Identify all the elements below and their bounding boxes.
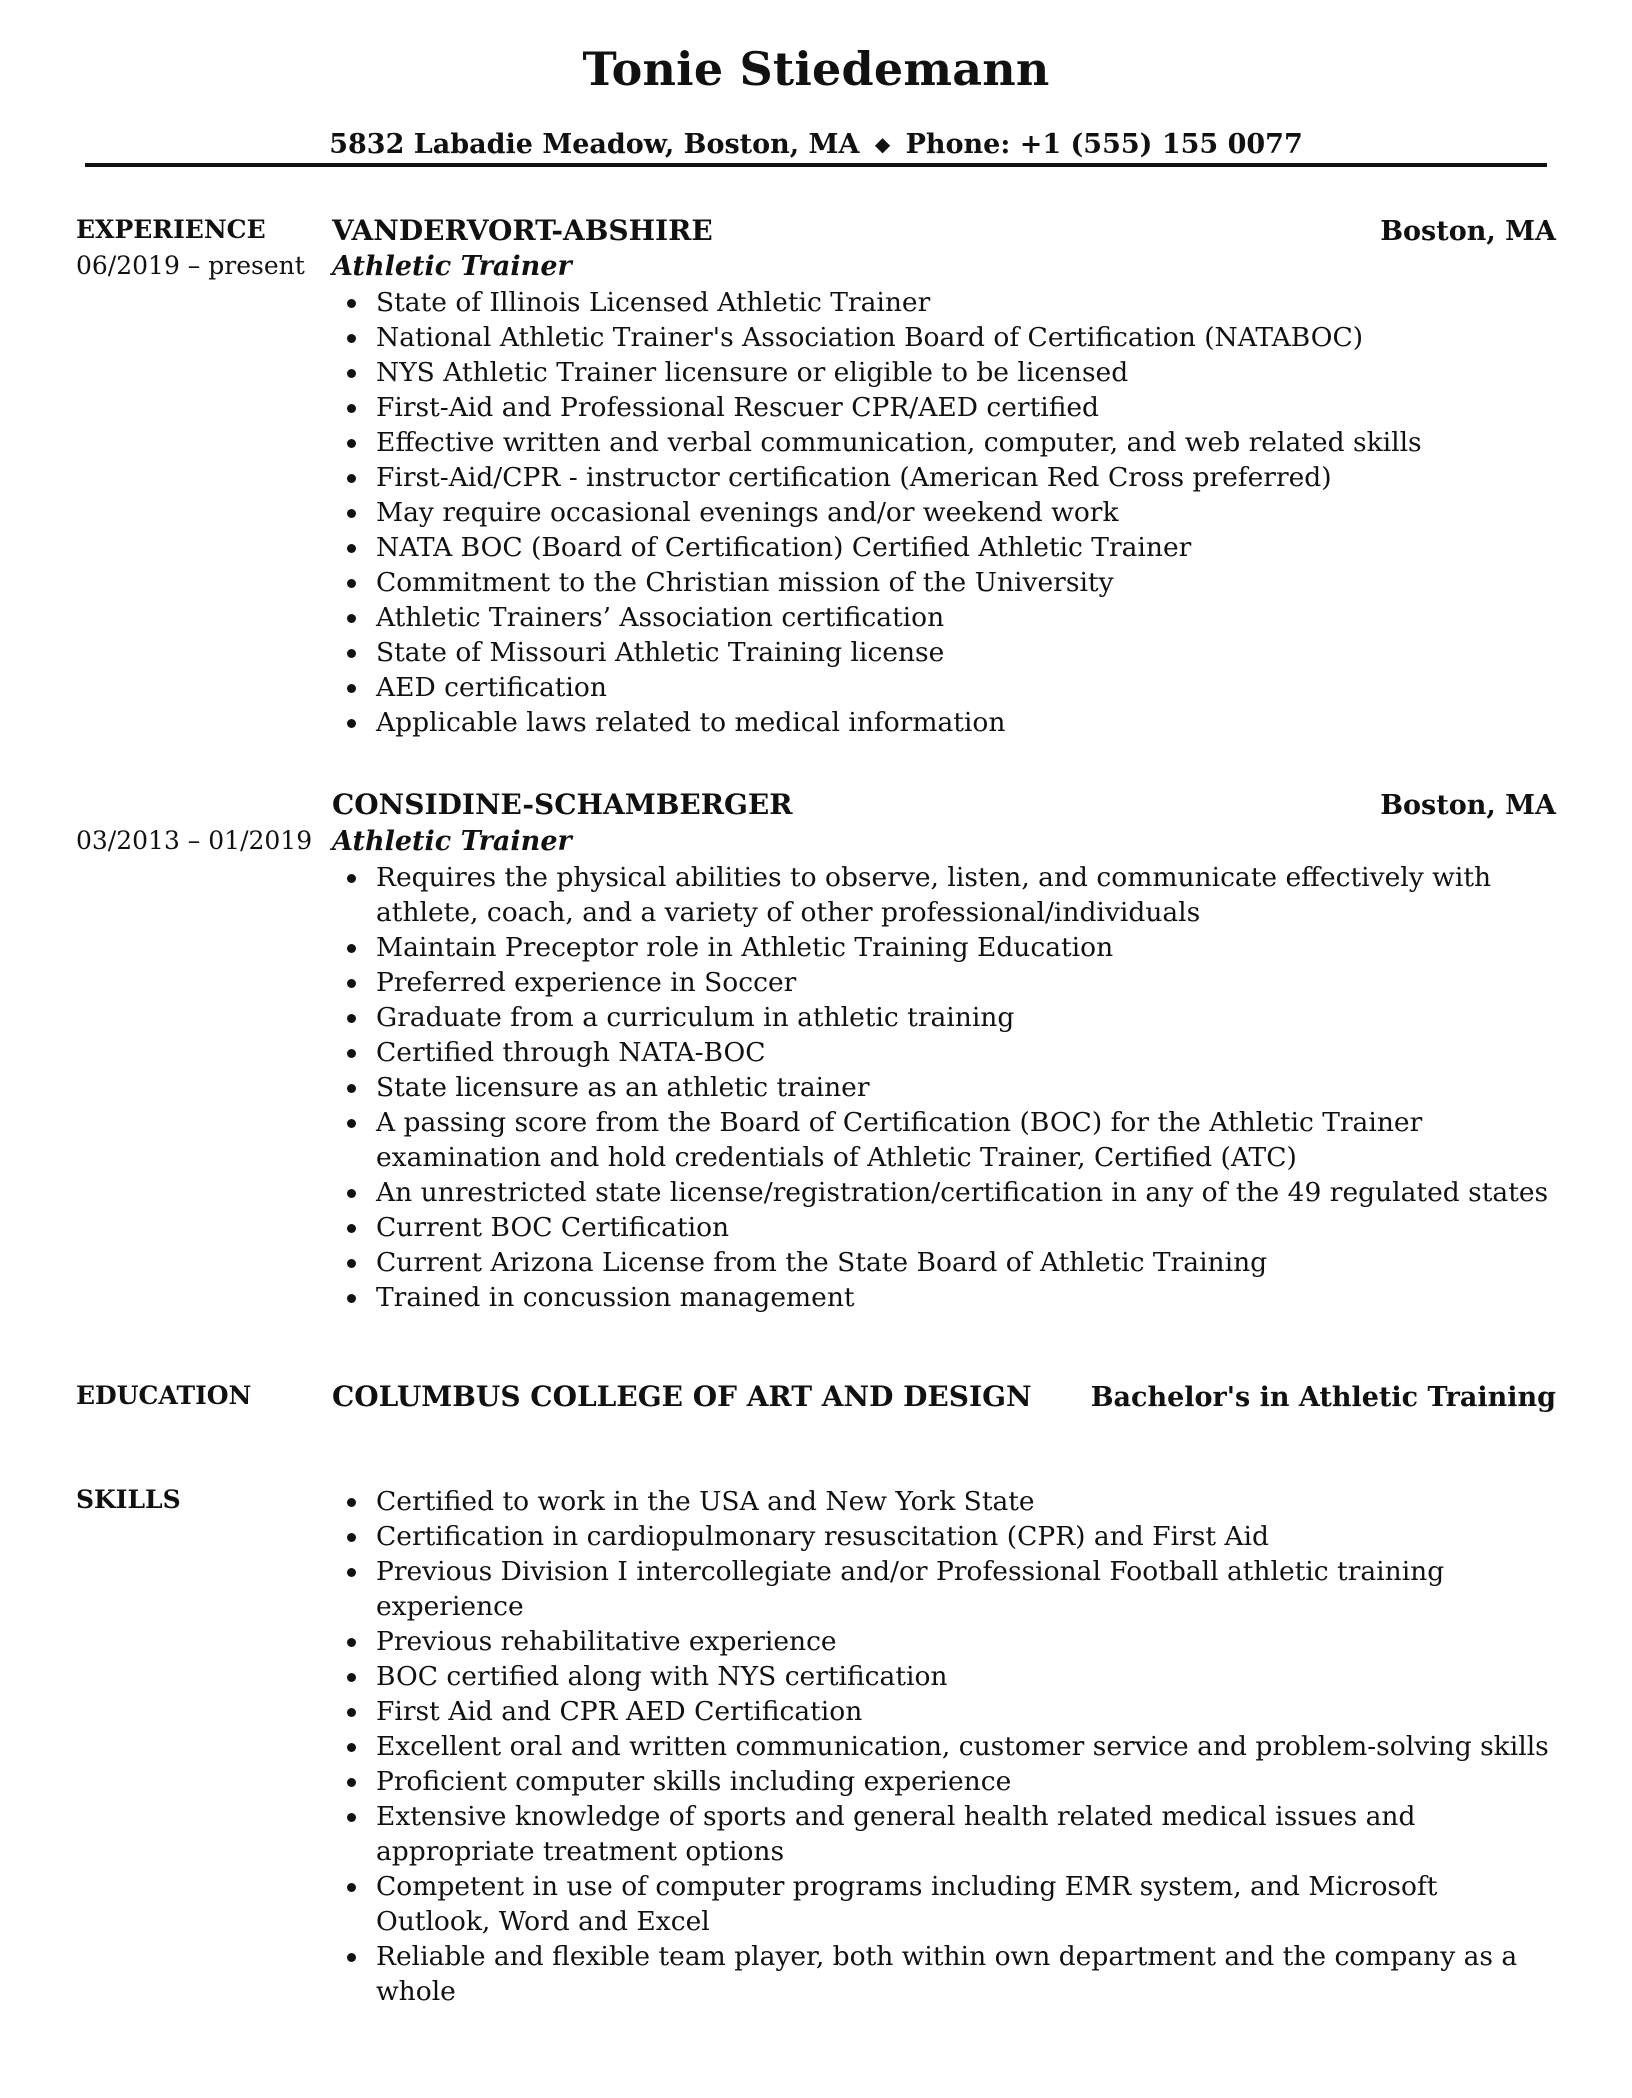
bullet-icon [347, 944, 356, 953]
bullet-icon [347, 1883, 356, 1892]
job-bullet: Graduate from a curriculum in athletic training [332, 1000, 1552, 1035]
bullet-icon [347, 1953, 356, 1962]
job-bullets [332, 860, 1552, 1315]
header-divider [85, 163, 1547, 167]
bullet-icon [347, 1778, 356, 1787]
bullet-icon [347, 369, 356, 378]
job-bullets [332, 285, 1552, 740]
job-bullet: State of Missouri Athletic Training license [332, 635, 1552, 670]
skill-item: First Aid and CPR AED Certification [332, 1694, 1552, 1729]
bullet-icon [347, 979, 356, 988]
section-label-skills: SKILLS [76, 1485, 181, 1514]
bullet-icon [347, 1014, 356, 1023]
bullet-icon [347, 1568, 356, 1577]
bullet-icon [347, 474, 356, 483]
job-title: Athletic Trainer [332, 826, 572, 857]
skill-item: Previous rehabilitative experience [332, 1624, 1552, 1659]
contact-line [0, 128, 1632, 163]
job-dates: 06/2019 – present [76, 251, 305, 280]
job-bullet: State licensure as an athletic trainer [332, 1070, 1552, 1105]
skill-item: Extensive knowledge of sports and general health related medical issues and appropriate treatment options [332, 1799, 1552, 1869]
job-dates: 03/2013 – 01/2019 [76, 826, 313, 855]
job-bullet: Current BOC Certification [332, 1210, 1552, 1245]
job-bullet: Preferred experience in Soccer [332, 965, 1552, 1000]
job-bullet: Requires the physical abilities to observe, listen, and communicate effectively with athlete, coach, and a variety of other professional/individuals [332, 860, 1552, 930]
job-bullet: First-Aid and Professional Rescuer CPR/AED certified [332, 390, 1552, 425]
job-bullet: AED certification [332, 670, 1552, 705]
job-bullet: Applicable laws related to medical information [332, 705, 1552, 740]
skill-item: Excellent oral and written communication, customer service and problem-solving skills [332, 1729, 1552, 1764]
candidate-name: Tonie Stiedemann [582, 42, 1050, 96]
job-bullet: NYS Athletic Trainer licensure or eligible to be licensed [332, 355, 1552, 390]
bullet-icon [347, 614, 356, 623]
skill-item: Certified to work in the USA and New York State [332, 1484, 1552, 1519]
bullet-icon [347, 1049, 356, 1058]
bullet-icon [347, 1224, 356, 1233]
job-bullet: Certified through NATA-BOC [332, 1035, 1552, 1070]
section-label-education: EDUCATION [76, 1381, 252, 1410]
bullet-icon [347, 1294, 356, 1303]
bullet-icon [347, 1813, 356, 1822]
bullet-icon [347, 684, 356, 693]
education-degree: Bachelor's in Athletic Training [1090, 1382, 1556, 1413]
bullet-icon [347, 334, 356, 343]
bullet-icon [347, 579, 356, 588]
job-bullet: An unrestricted state license/registration/certification in any of the 49 regulated states [332, 1175, 1552, 1210]
job-bullet: National Athletic Trainer's Association Board of Certification (NATABOC) [332, 320, 1552, 355]
section-label-experience: EXPERIENCE [76, 215, 266, 244]
job-bullet: Current Arizona License from the State Board of Athletic Training [332, 1245, 1552, 1280]
job-bullet: Athletic Trainers’ Association certification [332, 600, 1552, 635]
bullet-icon [347, 544, 356, 553]
bullet-icon [347, 1084, 356, 1093]
bullet-icon [347, 1259, 356, 1268]
job-company: VANDERVORT-ABSHIRE [332, 214, 713, 247]
bullet-icon [347, 404, 356, 413]
skill-item: Competent in use of computer programs including EMR system, and Microsoft Outlook, Word and Excel [332, 1869, 1552, 1939]
skills-list [332, 1484, 1552, 2009]
job-location: Boston, MA [1380, 216, 1556, 247]
bullet-icon [347, 719, 356, 728]
bullet-icon [347, 874, 356, 883]
phone: Phone: +1 (555) 155 0077 [905, 129, 1303, 160]
bullet-icon [347, 1708, 356, 1717]
job-bullet: State of Illinois Licensed Athletic Trainer [332, 285, 1552, 320]
job-bullet: May require occasional evenings and/or weekend work [332, 495, 1552, 530]
bullet-icon [347, 1189, 356, 1198]
bullet-icon [347, 1638, 356, 1647]
bullet-icon [347, 1533, 356, 1542]
job-title: Athletic Trainer [332, 251, 572, 282]
job-company: CONSIDINE-SCHAMBERGER [332, 788, 793, 821]
bullet-icon [347, 649, 356, 658]
bullet-icon [347, 1673, 356, 1682]
job-bullet: Effective written and verbal communication, computer, and web related skills [332, 425, 1552, 460]
bullet-icon [347, 1498, 356, 1507]
bullet-icon [347, 439, 356, 448]
bullet-icon [347, 1119, 356, 1128]
job-bullet: Commitment to the Christian mission of the University [332, 565, 1552, 600]
job-bullet: A passing score from the Board of Certification (BOC) for the Athletic Trainer examination and hold credentials of Athletic Trainer, Certified (ATC) [332, 1105, 1552, 1175]
job-bullet: First-Aid/CPR - instructor certification (American Red Cross preferred) [332, 460, 1552, 495]
address: 5832 Labadie Meadow, Boston, MA [329, 129, 860, 160]
skill-item: BOC certified along with NYS certification [332, 1659, 1552, 1694]
skill-item: Reliable and flexible team player, both within own department and the company as a whole [332, 1939, 1552, 2009]
skill-item: Certification in cardiopulmonary resuscitation (CPR) and First Aid [332, 1519, 1552, 1554]
skill-item: Proficient computer skills including experience [332, 1764, 1552, 1799]
education-school: COLUMBUS COLLEGE OF ART AND DESIGN [332, 1380, 1032, 1413]
skill-item: Previous Division I intercollegiate and/or Professional Football athletic training experience [332, 1554, 1552, 1624]
job-location: Boston, MA [1380, 790, 1556, 821]
bullet-icon [347, 1743, 356, 1752]
job-bullet: NATA BOC (Board of Certification) Certified Athletic Trainer [332, 530, 1552, 565]
job-bullet: Trained in concussion management [332, 1280, 1552, 1315]
job-bullet: Maintain Preceptor role in Athletic Training Education [332, 930, 1552, 965]
bullet-icon [347, 509, 356, 518]
diamond-separator-icon: ◆ [874, 132, 891, 156]
bullet-icon [347, 299, 356, 308]
